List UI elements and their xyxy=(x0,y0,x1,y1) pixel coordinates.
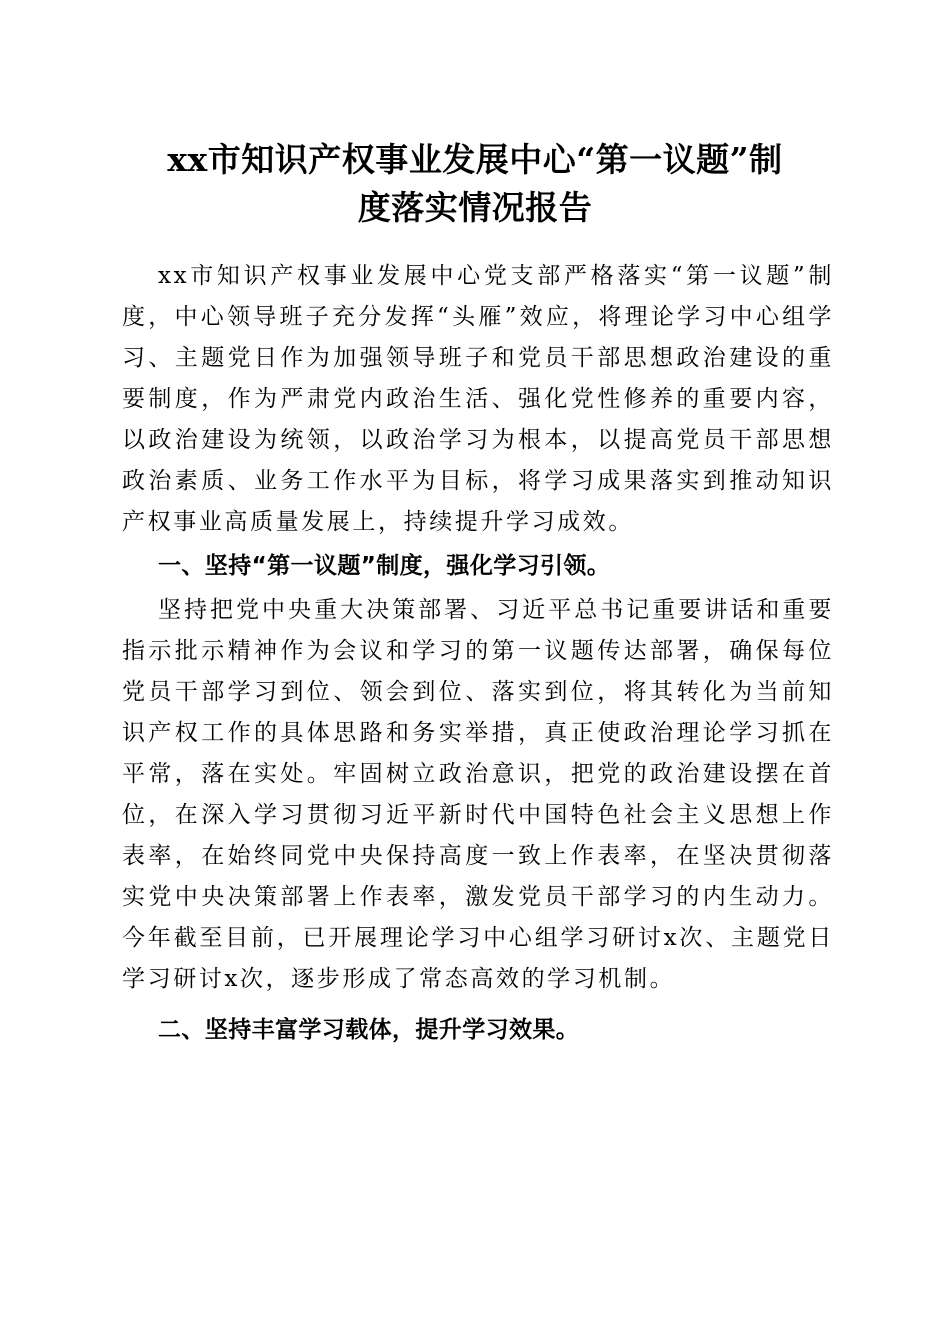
intro-paragraph: xx市知识产权事业发展中心党支部严格落实“第一议题”制度，中心领导班子充分发挥“头雁”效应，将理论学习中心组学习、主题党日作为加强领导班子和党员干部思想政治建设的重要制度，作为严肃党内政治生活、强化党性修养的重要内容，以政治建设为统领，以政治学习为根本，以提高党员干部思想政治素质、业务工作水平为目标，将学习成果落实到推动知识产权事业高质量发展上，持续提升学习成效。 xyxy=(122,263,834,535)
title-line-1: xx市知识产权事业发展中心“第一议题”制 xyxy=(167,140,783,179)
section-1-paragraph: 坚持把党中央重大决策部署、习近平总书记重要讲话和重要指示批示精神作为会议和学习的第一议题传达部署，确保每位党员干部学习到位、领会到位、落实到位，将其转化为当前知识产权工作的具体思路和务实举措，真正使政治理论学习抓在平常，落在实处。牢固树立政治意识，把党的政治建设摆在首位，在深入学习贯彻习近平新时代中国特色社会主义思想上作表率，在始终同党中央保持高度一致上作表率，在坚决贯彻落实党中央决策部署上作表率，激发党员干部学习的内生动力。今年截至目前，已开展理论学习中心组学习研讨x次、主题党日学习研讨x次，逐步形成了常态高效的学习机制。 xyxy=(122,597,834,992)
section-2-heading: 二、坚持丰富学习载体，提升学习效果。 xyxy=(158,1017,580,1043)
document-body xyxy=(122,256,834,1051)
section-1-heading: 一、坚持“第一议题”制度，强化学习引领。 xyxy=(158,553,611,579)
document-title xyxy=(100,136,850,232)
title-line-2: 度落实情况报告 xyxy=(357,188,593,227)
